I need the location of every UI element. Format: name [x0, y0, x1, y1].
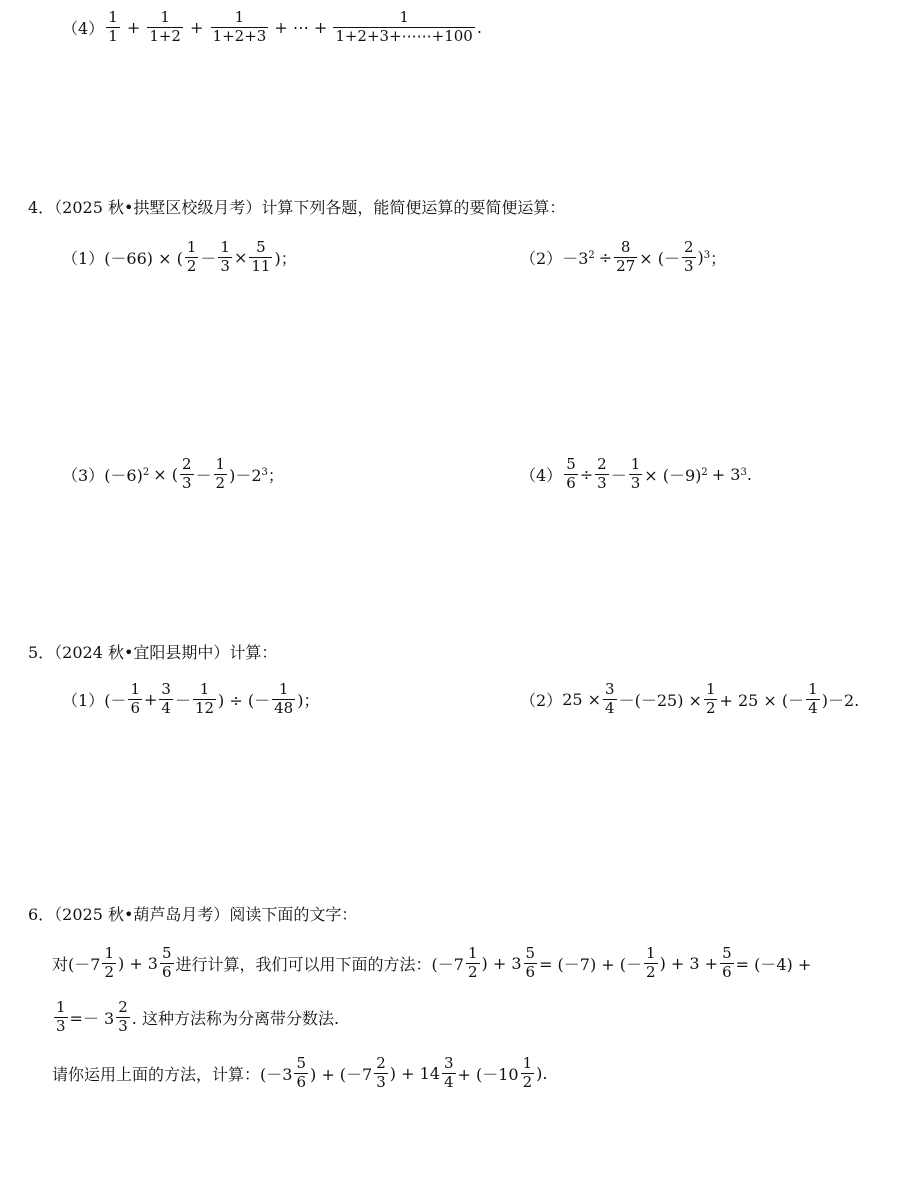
fraction: $\frac{1}{3}$ — [630, 455, 641, 492]
fraction: $\frac{2}{3}$ — [376, 1054, 386, 1091]
ellipsis: + ⋯ + — [274, 17, 328, 37]
fraction: $\frac{1}{1+2+3+\cdots\cdots+100}$ — [335, 8, 473, 45]
fraction: $\frac{5}{6}$ — [296, 1054, 306, 1091]
fraction: $\frac{1}{1+2+3}$ — [212, 8, 267, 45]
fraction: $\frac{3}{4}$ — [161, 680, 171, 717]
fraction: $\frac{5}{11}$ — [251, 238, 271, 275]
q6-line2: $\frac{1}{3}$ =－ 3 $\frac{2}{3}$ . 这种方法称为分离带分数法. — [56, 998, 340, 1035]
fraction: $\frac{5}{6}$ — [161, 944, 172, 981]
part-label: （2） — [520, 690, 563, 710]
q4-part3: （3） (－6) $^2$ × ( $\frac{2}{3}$ － $\frac{1}{2}$ )－2 $^3$ ； — [62, 455, 284, 492]
part-label: （3） — [62, 465, 105, 485]
q6-line1: 对(－7 $\frac{1}{2}$ ) + 3 $\frac{5}{6}$ 进行计算，我们可以用下面的方法：(－7 $\frac{1}{2}$ ) + 3 $\frac{5}{6}$ = (－7) + (－ $\frac{1}{2}$ ) + 3 + $\frac{5}{6}$ = (－4) + — [52, 944, 812, 981]
fraction: $\frac{2}{3}$ — [181, 455, 192, 492]
fraction: $\frac{3}{4}$ — [605, 680, 615, 717]
q3-part4: （4） $\frac{1}{1}$ + $\frac{1}{1+2}$ + $\frac{1}{1+2+3}$ + ⋯ + $\frac{1}{1+2+3+\cdots\cdots+100}$ . — [62, 8, 482, 45]
part-label: （4） — [520, 465, 563, 485]
part-label: （4） — [62, 18, 105, 38]
fraction: $\frac{5}{6}$ — [525, 944, 536, 981]
fraction: $\frac{1}{3}$ — [220, 238, 230, 275]
fraction: $\frac{8}{27}$ — [616, 238, 636, 275]
fraction: $\frac{1}{2}$ — [104, 944, 114, 981]
fraction: $\frac{1}{3}$ — [56, 998, 66, 1035]
fraction: $\frac{1}{1}$ — [108, 8, 118, 45]
fraction: $\frac{1}{6}$ — [130, 680, 140, 717]
part-label: （2） — [520, 248, 563, 268]
question-4-header: 4．（2025 秋•拱墅区校级月考）计算下列各题，能简便运算的要简便运算： — [28, 198, 566, 217]
q4-part2: （2） －3 $^2$ ÷ $\frac{8}{27}$ × (－ $\frac{2}{3}$ ) $^3$ ； — [520, 238, 727, 275]
q5-part1: （1） (－ $\frac{1}{6}$ + $\frac{3}{4}$ － $\frac{1}{12}$ ) ÷ (－ $\frac{1}{48}$ )； — [62, 680, 320, 717]
fraction: $\frac{1}{2}$ — [186, 238, 197, 275]
fraction: $\frac{1}{2}$ — [467, 944, 478, 981]
fraction: $\frac{1}{2}$ — [522, 1054, 533, 1091]
fraction: $\frac{1}{12}$ — [194, 680, 215, 717]
fraction: $\frac{1}{48}$ — [274, 680, 294, 717]
q4-part4: （4） $\frac{5}{6}$ ÷ $\frac{2}{3}$ － $\frac{1}{3}$ × (－9) $^2$ + 3 $^3$ . — [520, 455, 752, 492]
fraction: $\frac{1}{2}$ — [646, 944, 656, 981]
question-5-header: 5．（2024 秋•宜阳县期中）计算： — [28, 643, 278, 662]
fraction: $\frac{3}{4}$ — [443, 1054, 454, 1091]
fraction: $\frac{1}{2}$ — [705, 680, 716, 717]
fraction: $\frac{2}{3}$ — [597, 455, 607, 492]
fraction: $\frac{1}{1+2}$ — [149, 8, 181, 45]
fraction: $\frac{2}{3}$ — [684, 238, 694, 275]
part-label: （1） — [62, 690, 105, 710]
part-label: （1） — [62, 248, 105, 268]
q5-part2: （2） 25 × $\frac{3}{4}$ －(－25) × $\frac{1}{2}$ + 25 × (－ $\frac{1}{4}$ )－2. — [520, 680, 860, 717]
question-6-header: 6．（2025 秋•葫芦岛月考）阅读下面的文字： — [28, 905, 358, 924]
fraction: $\frac{5}{6}$ — [566, 455, 576, 492]
fraction: $\frac{2}{3}$ — [118, 998, 128, 1035]
fraction: $\frac{1}{2}$ — [215, 455, 226, 492]
q6-line3: 请你运用上面的方法，计算：(－3 $\frac{5}{6}$ ) + (－7 $\frac{2}{3}$ ) + 14 $\frac{3}{4}$ + (－10 $\frac{1}{2}$ ). — [52, 1054, 548, 1091]
fraction: $\frac{5}{6}$ — [722, 944, 732, 981]
q4-part1: （1） (－66) × ( $\frac{1}{2}$ － $\frac{1}{3}$ × $\frac{5}{11}$ )； — [62, 238, 297, 275]
fraction: $\frac{1}{4}$ — [808, 680, 818, 717]
